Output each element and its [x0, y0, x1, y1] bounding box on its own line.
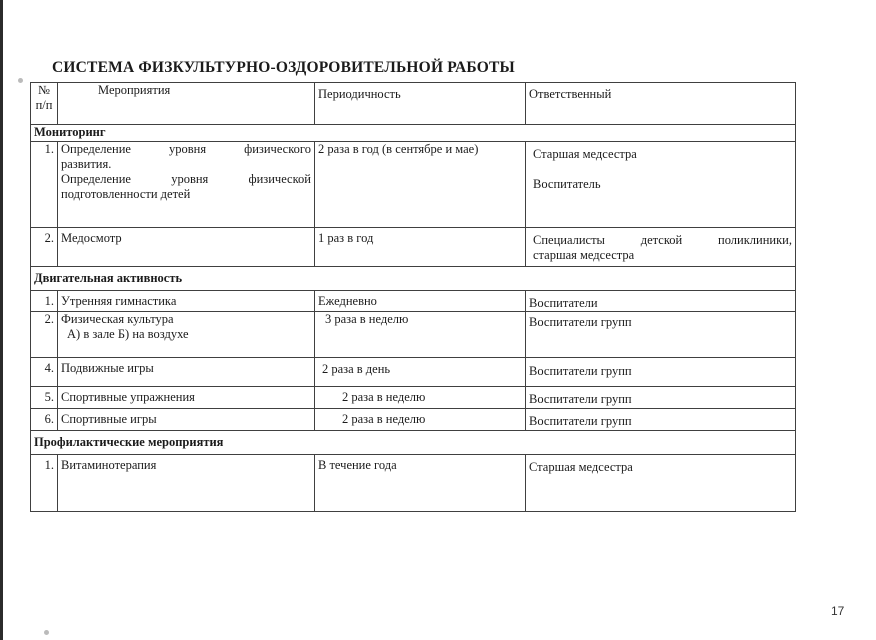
section-title-monitoring: Мониторинг	[31, 125, 796, 142]
header-num: № п/п	[31, 83, 58, 125]
section-row-prevention	[31, 431, 796, 455]
table-row	[31, 228, 796, 267]
row-period: 2 раза в неделю	[315, 409, 526, 431]
header-event: Мероприятия	[58, 83, 315, 125]
row-period: 2 раза в день	[315, 358, 526, 387]
row-num: 6.	[31, 409, 58, 431]
row-event: Определение уровня физического развития. Определение уровня физической подготовленности детей	[58, 142, 315, 228]
row-event: Подвижные игры	[58, 358, 315, 387]
row-responsible: Специалисты детской поликлиники, старшая медсестра	[526, 228, 796, 267]
page-number: 17	[831, 604, 845, 618]
table-row	[31, 358, 796, 387]
scan-dot	[44, 630, 49, 635]
row-period: 1 раз в год	[315, 228, 526, 267]
row-event: Спортивные игры	[58, 409, 315, 431]
row-num: 1.	[31, 291, 58, 312]
row-responsible: Старшая медсестра	[526, 455, 796, 512]
header-period: Периодичность	[315, 83, 526, 125]
row-num: 1.	[31, 142, 58, 228]
scan-dot	[18, 78, 23, 83]
row-period: 3 раза в неделю	[315, 312, 526, 358]
work-system-table	[30, 82, 796, 512]
row-event: Витаминотерапия	[58, 455, 315, 512]
row-event: Спортивные упражнения	[58, 387, 315, 409]
row-responsible: Старшая медсестра Воспитатель	[526, 142, 796, 228]
row-event: Медосмотр	[58, 228, 315, 267]
table-header-row	[31, 83, 796, 125]
row-num: 2.	[31, 312, 58, 358]
row-event: Утренняя гимнастика	[58, 291, 315, 312]
table-row	[31, 142, 796, 228]
row-num: 2.	[31, 228, 58, 267]
row-period: 2 раза в неделю	[315, 387, 526, 409]
table-row	[31, 455, 796, 512]
table-row	[31, 387, 796, 409]
row-num: 4.	[31, 358, 58, 387]
row-responsible: Воспитатели групп	[526, 409, 796, 431]
row-responsible: Воспитатели групп	[526, 358, 796, 387]
section-row-monitoring	[31, 125, 796, 142]
document-title: СИСТЕМА ФИЗКУЛЬТУРНО-ОЗДОРОВИТЕЛЬНОЙ РАБОТЫ	[52, 59, 515, 76]
section-title-prevention: Профилактические мероприятия	[31, 431, 796, 455]
row-responsible: Воспитатели групп	[526, 387, 796, 409]
row-period: 2 раза в год (в сентябре и мае)	[315, 142, 526, 228]
table-row	[31, 409, 796, 431]
table-row	[31, 291, 796, 312]
header-responsible: Ответственный	[526, 83, 796, 125]
row-responsible: Воспитатели групп	[526, 312, 796, 358]
row-num: 1.	[31, 455, 58, 512]
row-event: Физическая культура А) в зале Б) на воздухе	[58, 312, 315, 358]
row-responsible: Воспитатели	[526, 291, 796, 312]
row-num: 5.	[31, 387, 58, 409]
row-period: В течение года	[315, 455, 526, 512]
section-row-activity	[31, 267, 796, 291]
section-title-activity: Двигательная активность	[31, 267, 796, 291]
scan-left-edge	[0, 0, 3, 640]
row-period: Ежедневно	[315, 291, 526, 312]
table-row	[31, 312, 796, 358]
